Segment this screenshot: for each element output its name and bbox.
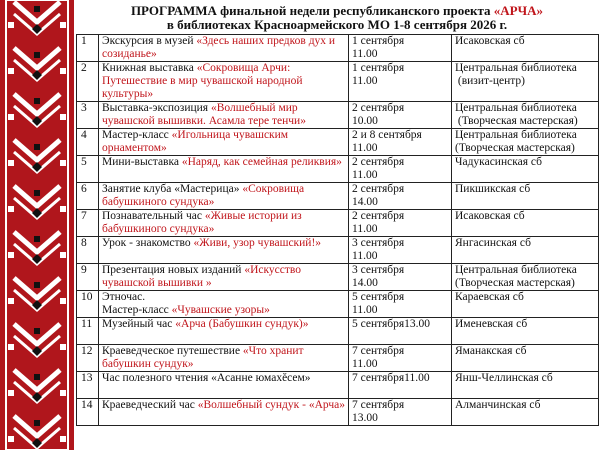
date-cell — [349, 398, 452, 425]
chuvash-ornament-icon — [0, 0, 74, 450]
event-date: 2 сентября — [352, 210, 405, 222]
place-cell — [452, 102, 599, 129]
event-type: Экскурсия в музей — [102, 35, 197, 47]
date-cell — [349, 264, 452, 291]
event-time: 11.00 — [352, 75, 378, 87]
event-cell — [99, 264, 349, 291]
library-name: Алманчинская сб — [455, 398, 541, 411]
date-cell — [349, 102, 452, 129]
event-time: 13.00 — [352, 411, 378, 424]
event-time: 11.00 — [352, 250, 378, 262]
event-cell — [99, 344, 349, 371]
place-cell — [452, 129, 599, 156]
date-cell — [349, 318, 452, 345]
library-name: Именевская сб — [455, 318, 528, 330]
program-table — [76, 34, 599, 426]
row-number: 2 — [77, 62, 99, 102]
event-cell — [99, 35, 349, 62]
event-date: 7 сентября — [352, 398, 405, 411]
event-date: 2 сентября — [352, 156, 405, 168]
event-type: Час полезного чтения «Асанне юмахĕсем» — [102, 371, 311, 384]
place-cell — [452, 318, 599, 345]
table-row — [77, 102, 599, 129]
place-cell — [452, 237, 599, 264]
event-time: 14.00 — [352, 277, 378, 289]
event-title: «Сокровища Арчи: Путешествие в мир чувашской народной культуры» — [102, 62, 303, 100]
event-time: 11.00 — [352, 142, 378, 154]
place-cell — [452, 210, 599, 237]
date-cell — [349, 344, 452, 371]
table-row — [77, 371, 599, 398]
event-title: «Искусство чувашской вышивки » — [102, 264, 301, 289]
event-date: 2 сентября — [352, 102, 405, 114]
event-type: Этночас. Мастер-класс — [102, 291, 169, 316]
event-cell — [99, 371, 349, 398]
library-subplace: (Творческая мастерская) — [455, 277, 575, 289]
library-name: Яманакская сб — [455, 344, 527, 357]
event-date: 7 сентября — [352, 344, 405, 357]
event-time: 11.00 — [352, 357, 378, 370]
title-line-2: в библиотеках Красноармейского МО 1-8 сентября 2026 г. — [166, 17, 508, 32]
table-row — [77, 318, 599, 345]
row-number: 4 — [77, 129, 99, 156]
event-cell — [99, 62, 349, 102]
event-time: 11.00 — [352, 169, 378, 181]
event-type: Познавательный час — [102, 210, 205, 222]
place-cell — [452, 62, 599, 102]
event-cell — [99, 237, 349, 264]
table-row — [77, 156, 599, 183]
event-title: «Волшебный мир чувашской вышивки. Асамла тере тенчи» — [102, 102, 306, 127]
event-date: 1 сентября — [352, 35, 405, 47]
event-cell — [99, 183, 349, 210]
library-name: Исаковская сб — [455, 210, 525, 222]
event-cell — [99, 156, 349, 183]
event-title: «Игольница чувашским орнаментом» — [102, 129, 289, 154]
date-cell — [349, 35, 452, 62]
library-name: Центральная библиотека — [455, 62, 577, 74]
row-number: 14 — [77, 398, 99, 425]
event-title: «Волшебный сундук - «Арча» — [197, 398, 345, 411]
event-type: Мини-выставка — [102, 156, 182, 168]
row-number: 13 — [77, 371, 99, 398]
library-name: Чадукасинская сб — [455, 156, 542, 168]
event-title: «Сокровища бабушкиного сундука» — [102, 183, 305, 208]
library-subplace: (Творческая мастерская) — [455, 142, 575, 154]
date-cell — [349, 156, 452, 183]
row-number: 7 — [77, 210, 99, 237]
library-name: Янгасинская сб — [455, 237, 531, 249]
row-number: 6 — [77, 183, 99, 210]
row-number: 11 — [77, 318, 99, 345]
program-document — [76, 0, 598, 450]
library-name: Центральная библиотека — [455, 264, 577, 276]
event-time: 11.00 — [352, 223, 378, 235]
event-cell — [99, 291, 349, 318]
library-subplace: (Творческая мастерская) — [455, 115, 578, 127]
event-date: 3 сентября — [352, 264, 405, 276]
event-title: «Живые истории из бабушкиного сундука» — [102, 210, 302, 235]
library-subplace: (визит-центр) — [455, 75, 525, 87]
library-name: Караевская сб — [455, 291, 524, 303]
event-type: Краеведческое путешествие — [102, 344, 243, 357]
event-date: 5 сентября13.00 — [352, 318, 431, 330]
event-time: 10.00 — [352, 115, 378, 127]
event-date: 1 сентября — [352, 62, 405, 74]
place-cell — [452, 183, 599, 210]
place-cell — [452, 344, 599, 371]
place-cell — [452, 371, 599, 398]
event-title: «Чувашские узоры» — [171, 304, 270, 316]
date-cell — [349, 291, 452, 318]
date-cell — [349, 183, 452, 210]
row-number: 8 — [77, 237, 99, 264]
row-number: 10 — [77, 291, 99, 318]
event-cell — [99, 102, 349, 129]
place-cell — [452, 35, 599, 62]
event-title: «Наряд, как семейная реликвия» — [181, 156, 342, 168]
table-row — [77, 237, 599, 264]
title-line-1: ПРОГРАММА финальной недели республиканского проекта «АРЧА» — [130, 3, 544, 18]
library-name: Центральная библиотека — [455, 102, 577, 114]
date-cell — [349, 129, 452, 156]
library-name: Пикшикская сб — [455, 183, 531, 195]
place-cell — [452, 264, 599, 291]
page-title — [76, 0, 598, 34]
event-cell — [99, 129, 349, 156]
event-cell — [99, 318, 349, 345]
row-number: 9 — [77, 264, 99, 291]
event-title: «Здесь наших предков дух и созиданье» — [102, 35, 336, 60]
event-date: 2 сентября — [352, 183, 405, 195]
project-name: «АРЧА» — [493, 3, 544, 18]
date-cell — [349, 210, 452, 237]
event-date: 2 и 8 сентября — [352, 129, 422, 141]
row-number: 3 — [77, 102, 99, 129]
library-name: Центральная библиотека — [455, 129, 577, 141]
row-number: 12 — [77, 344, 99, 371]
event-time: 14.00 — [352, 196, 378, 208]
event-title: «Живи, узор чувашский!» — [193, 237, 322, 249]
event-time: 11.00 — [352, 48, 378, 60]
event-cell — [99, 398, 349, 425]
library-name: Исаковская сб — [455, 35, 525, 47]
table-row — [77, 398, 599, 425]
event-type: Книжная выставка — [102, 62, 197, 74]
table-row — [77, 344, 599, 371]
event-type: Выставка-экспозиция — [102, 102, 211, 114]
event-date: 7 сентября11.00 — [352, 371, 430, 384]
event-title: «Арча (Бабушкин сундук)» — [175, 318, 309, 330]
table-row — [77, 183, 599, 210]
place-cell — [452, 398, 599, 425]
event-type: Занятие клуба «Мастерица» — [102, 183, 243, 195]
table-row — [77, 291, 599, 318]
event-type: Мастер-класс — [102, 129, 172, 141]
event-type: Презентация новых изданий — [102, 264, 245, 276]
event-type: Краеведческий час — [102, 398, 198, 411]
ornament-border — [0, 0, 74, 450]
table-row — [77, 62, 599, 102]
row-number: 5 — [77, 156, 99, 183]
place-cell — [452, 156, 599, 183]
table-row — [77, 129, 599, 156]
table-row — [77, 35, 599, 62]
date-cell — [349, 237, 452, 264]
table-row — [77, 210, 599, 237]
event-title: «Что хранит бабушкин сундук» — [102, 344, 304, 370]
library-name: Янш-Челлинская сб — [455, 371, 553, 384]
date-cell — [349, 62, 452, 102]
place-cell — [452, 291, 599, 318]
event-date: 3 сентября — [352, 237, 405, 249]
event-date: 5 сентября — [352, 291, 405, 303]
event-type: Музейный час — [102, 318, 176, 330]
event-time: 11.00 — [352, 304, 378, 316]
row-number: 1 — [77, 35, 99, 62]
date-cell — [349, 371, 452, 398]
event-cell — [99, 210, 349, 237]
event-type: Урок - знакомство — [102, 237, 194, 249]
table-row — [77, 264, 599, 291]
